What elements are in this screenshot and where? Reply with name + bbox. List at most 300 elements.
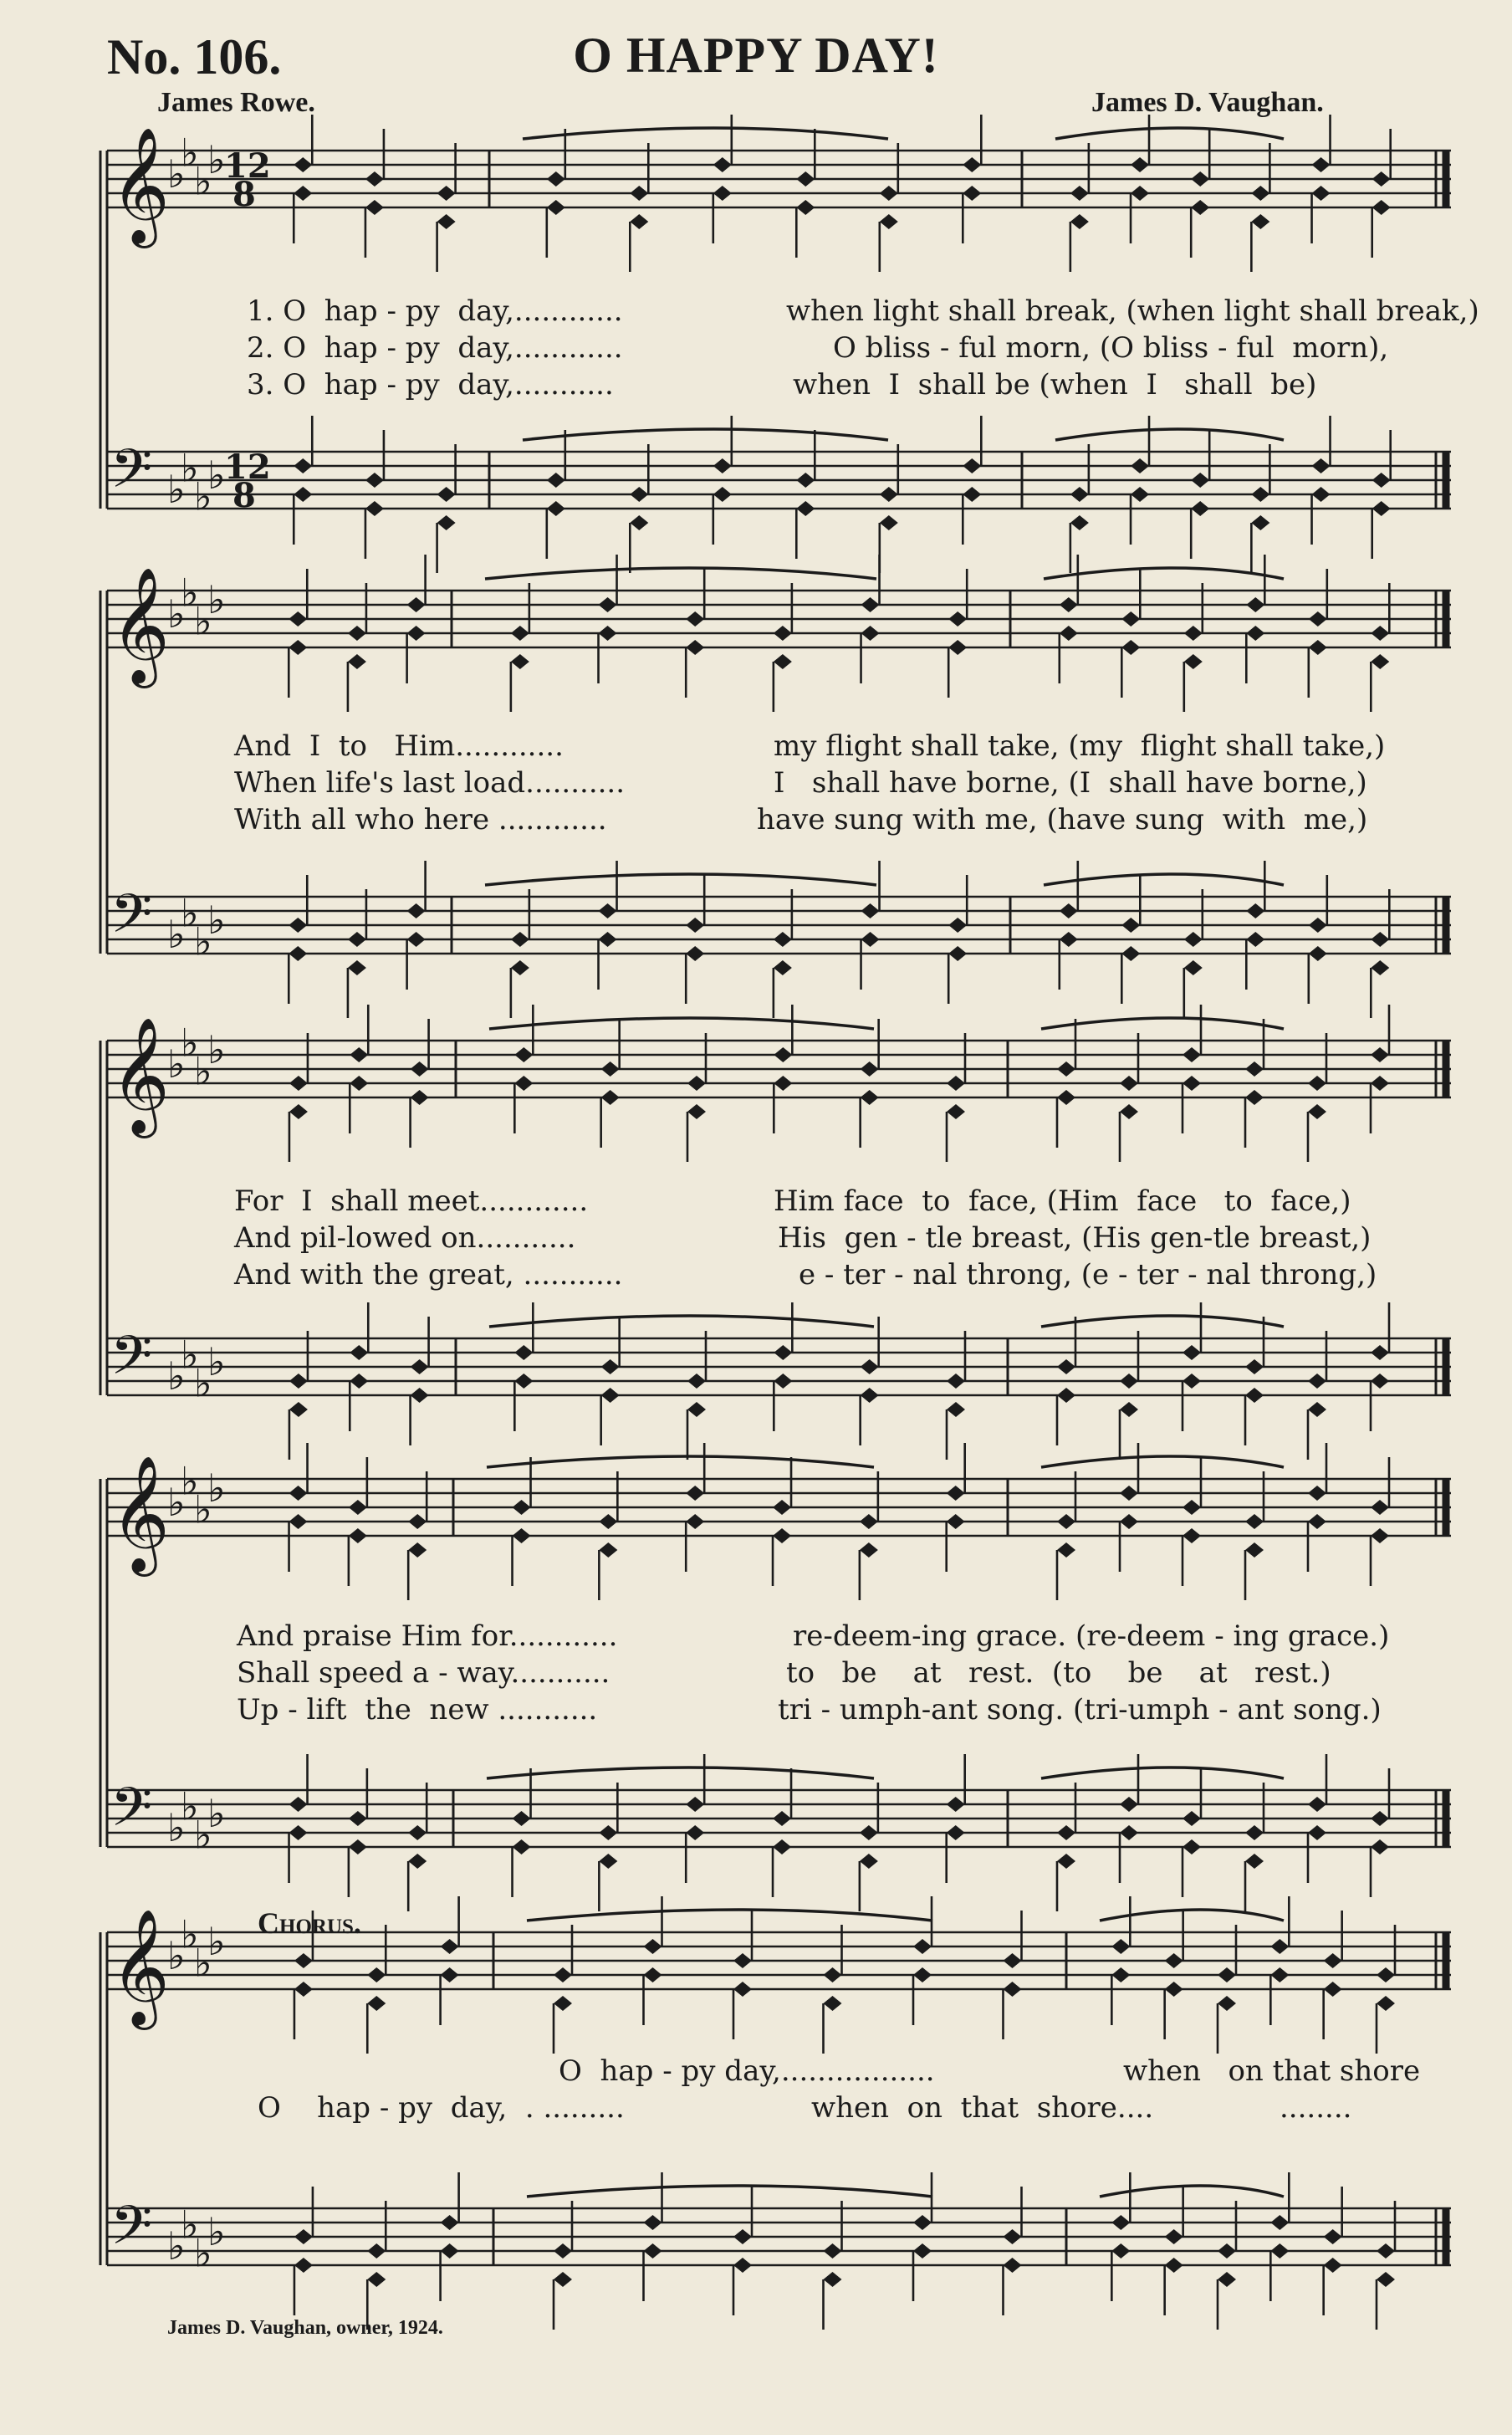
copyright-footer: James D. Vaughan, owner, 1924. xyxy=(167,2317,443,2339)
lyric-s1-v3-b: when I shall be (when I shall be) xyxy=(793,368,1317,402)
note-head xyxy=(861,597,880,612)
note-head xyxy=(441,1967,459,1982)
note-head xyxy=(947,1076,965,1091)
note-head xyxy=(880,186,898,201)
note-head xyxy=(407,932,426,947)
note-head xyxy=(547,473,565,488)
note-head xyxy=(948,918,967,933)
note-head xyxy=(1251,186,1269,201)
note-head xyxy=(686,640,704,655)
note-head xyxy=(1120,1076,1138,1091)
flat-icon: ♭ xyxy=(207,1919,226,1964)
flat-icon: ♭ xyxy=(181,890,199,936)
treble-clef-icon: 𝄞 xyxy=(110,1909,170,2025)
note-head xyxy=(514,1076,533,1091)
tie-arc xyxy=(1044,874,1284,885)
note-head xyxy=(289,1104,308,1119)
lyric-s1-v3-a: 3. O hap - py day,........... xyxy=(247,368,614,402)
note-head xyxy=(289,1402,308,1417)
note-head xyxy=(1184,960,1203,975)
note-head xyxy=(1308,1486,1326,1501)
note-head xyxy=(1312,157,1331,172)
note-head xyxy=(644,1939,662,1954)
note-head xyxy=(289,1076,308,1091)
note-head xyxy=(686,946,704,961)
note-head xyxy=(513,1839,531,1854)
note-head xyxy=(1218,1996,1236,2011)
note-head xyxy=(861,626,880,641)
note-head xyxy=(1312,186,1331,201)
note-head xyxy=(774,960,792,975)
note-head xyxy=(514,1047,533,1062)
note-head xyxy=(1004,2258,1022,2273)
flat-icon: ♭ xyxy=(167,591,186,637)
note-head xyxy=(1372,171,1391,187)
note-head xyxy=(1308,1402,1326,1417)
bass-clef-icon: 𝄢 xyxy=(110,1325,153,1400)
note-head xyxy=(713,186,732,201)
flat-icon: ♭ xyxy=(194,1940,212,1986)
note-head xyxy=(599,1542,617,1558)
note-head xyxy=(601,1359,620,1374)
note-head xyxy=(289,1514,308,1529)
flat-icon: ♭ xyxy=(194,473,212,519)
note-head xyxy=(1218,1967,1236,1982)
note-head xyxy=(294,487,312,502)
note-head xyxy=(860,1514,878,1529)
note-head xyxy=(1251,515,1269,530)
hymn-number: No. 106. xyxy=(107,29,282,84)
note-head xyxy=(547,501,565,516)
chorus-lyric-1b: when on that shore xyxy=(1123,2054,1421,2088)
note-head xyxy=(774,1047,792,1062)
note-head xyxy=(1120,1486,1138,1501)
note-head xyxy=(1131,487,1149,502)
note-head xyxy=(686,611,704,627)
note-head xyxy=(1183,1811,1201,1826)
note-head xyxy=(774,1374,792,1389)
flat-icon: ♭ xyxy=(167,1353,186,1399)
note-head xyxy=(408,1854,427,1869)
bass-clef-icon: 𝄢 xyxy=(110,883,153,959)
note-head xyxy=(1372,473,1391,488)
note-head xyxy=(411,1061,429,1077)
note-head xyxy=(947,1486,965,1501)
note-head xyxy=(294,2258,313,2273)
flat-icon: ♭ xyxy=(194,1812,212,1858)
note-head xyxy=(1246,932,1264,947)
note-head xyxy=(1218,2243,1236,2259)
note-head xyxy=(437,515,456,530)
note-head xyxy=(1165,1982,1183,1997)
flat-icon: ♭ xyxy=(167,1805,186,1850)
note-head xyxy=(860,1542,878,1558)
lyric-s1-v1-b: when light shall break, (when light shall break,) xyxy=(786,294,1479,328)
flat-icon: ♭ xyxy=(207,1466,226,1511)
note-head xyxy=(861,1359,879,1374)
note-head xyxy=(861,1388,879,1403)
note-head xyxy=(1245,1514,1264,1529)
lyric-s2-v1-b: my flight shall take, (my flight shall take,) xyxy=(774,729,1386,763)
note-head xyxy=(948,640,967,655)
time-signature-top: 12 xyxy=(224,146,271,186)
note-head xyxy=(511,626,529,641)
note-head xyxy=(441,2215,459,2230)
note-head xyxy=(1183,1500,1201,1515)
lyric-s4-v2-b: to be at rest. (to be at rest.) xyxy=(786,1656,1331,1690)
note-head xyxy=(1309,611,1327,627)
note-head xyxy=(1245,1854,1264,1869)
note-head xyxy=(437,186,456,201)
note-head xyxy=(1245,1061,1264,1077)
flat-icon: ♭ xyxy=(167,1480,186,1525)
note-head xyxy=(861,1061,879,1077)
note-head xyxy=(1111,1967,1130,1982)
note-head xyxy=(367,1967,386,1982)
note-head xyxy=(1070,214,1089,229)
note-head xyxy=(441,2243,459,2259)
note-head xyxy=(773,1839,791,1854)
note-head xyxy=(1111,1939,1130,1954)
note-head xyxy=(289,1486,308,1501)
note-head xyxy=(774,1345,792,1360)
note-head xyxy=(511,960,529,975)
note-head xyxy=(350,1345,368,1360)
note-head xyxy=(348,960,366,975)
note-head xyxy=(687,1374,706,1389)
note-head xyxy=(367,2272,386,2287)
note-head xyxy=(289,640,307,655)
note-head xyxy=(408,1825,427,1840)
note-head xyxy=(1270,1939,1289,1954)
note-head xyxy=(713,157,732,172)
note-head xyxy=(1270,1967,1289,1982)
note-head xyxy=(1377,2272,1395,2287)
note-head xyxy=(437,214,456,229)
flat-icon: ♭ xyxy=(167,2223,186,2269)
note-head xyxy=(774,654,792,669)
note-head xyxy=(963,186,981,201)
lyric-s3-v1-b: Him face to face, (Him face to face,) xyxy=(774,1184,1351,1218)
note-head xyxy=(913,1939,932,1954)
note-head xyxy=(1324,1953,1342,1968)
bass-clef-icon: 𝄢 xyxy=(110,438,153,514)
note-head xyxy=(1245,1825,1264,1840)
flat-icon: ♭ xyxy=(194,1360,212,1406)
note-head xyxy=(1057,1825,1075,1840)
tie-arc xyxy=(1100,1910,1284,1921)
bass-clef-icon: 𝄢 xyxy=(110,2195,153,2270)
flat-icon: ♭ xyxy=(207,1791,226,1836)
note-head xyxy=(630,515,648,530)
flat-icon: ♭ xyxy=(194,1048,212,1094)
note-head xyxy=(1060,626,1078,641)
note-head xyxy=(774,932,792,947)
note-head xyxy=(913,1967,932,1982)
note-head xyxy=(1184,626,1203,641)
note-head xyxy=(1245,1090,1264,1105)
note-head xyxy=(348,932,366,947)
note-head xyxy=(1246,597,1264,612)
note-head xyxy=(1070,515,1089,530)
flat-icon: ♭ xyxy=(181,1332,199,1378)
note-head xyxy=(1183,1374,1201,1389)
note-head xyxy=(1131,157,1149,172)
note-head xyxy=(1121,946,1140,961)
lyric-s4-v3-b: tri - umph-ant song. (tri-umph - ant song.) xyxy=(778,1693,1382,1726)
note-head xyxy=(1245,1542,1264,1558)
flat-icon: ♭ xyxy=(194,598,212,644)
lyric-s2-v1-a: And I to Him............ xyxy=(234,729,564,763)
note-head xyxy=(1371,1076,1389,1091)
note-head xyxy=(1057,1388,1075,1403)
tie-arc xyxy=(1041,1456,1284,1467)
note-head xyxy=(294,1953,313,1968)
note-head xyxy=(733,1982,752,1997)
lyric-s3-v1-a: For I shall meet............ xyxy=(234,1184,589,1218)
note-head xyxy=(1245,1359,1264,1374)
note-head xyxy=(1120,1825,1138,1840)
note-head xyxy=(773,1500,791,1515)
note-head xyxy=(1004,1982,1022,1997)
lyric-s2-v2-a: When life's last load........... xyxy=(234,766,626,800)
chorus-lyric-2a: O hap - py day, . ......... xyxy=(258,2091,625,2125)
note-head xyxy=(1184,654,1203,669)
note-head xyxy=(773,1528,791,1543)
note-head xyxy=(860,1854,878,1869)
note-head xyxy=(1308,1104,1326,1119)
note-head xyxy=(630,487,648,502)
note-head xyxy=(713,487,732,502)
note-head xyxy=(963,458,981,473)
note-head xyxy=(1372,501,1391,516)
tie-arc xyxy=(487,1767,874,1778)
note-head xyxy=(289,946,307,961)
note-head xyxy=(947,1104,965,1119)
note-head xyxy=(601,1090,620,1105)
note-head xyxy=(1120,1797,1138,1812)
note-head xyxy=(365,171,384,187)
flat-icon: ♭ xyxy=(194,918,212,964)
note-head xyxy=(947,1374,965,1389)
note-head xyxy=(407,903,426,918)
note-head xyxy=(411,1359,429,1374)
note-head xyxy=(1309,918,1327,933)
tie-arc xyxy=(523,128,888,139)
note-head xyxy=(601,1061,620,1077)
note-head xyxy=(1371,1047,1389,1062)
flat-icon: ♭ xyxy=(181,1783,199,1829)
note-head xyxy=(687,1104,706,1119)
note-head xyxy=(1057,1542,1075,1558)
note-head xyxy=(947,1825,965,1840)
note-head xyxy=(441,1939,459,1954)
time-signature-bottom: 8 xyxy=(232,476,256,515)
tie-arc xyxy=(485,874,876,885)
note-head xyxy=(824,1967,842,1982)
note-head xyxy=(774,626,792,641)
note-head xyxy=(1191,501,1209,516)
note-head xyxy=(686,1486,704,1501)
note-head xyxy=(1131,186,1149,201)
flat-icon: ♭ xyxy=(207,1339,226,1384)
note-head xyxy=(1060,597,1078,612)
note-head xyxy=(350,1047,368,1062)
note-head xyxy=(554,1967,572,1982)
note-head xyxy=(1165,2229,1183,2244)
note-head xyxy=(1309,640,1327,655)
chorus-lyric-2c: ........ xyxy=(1280,2091,1352,2125)
note-head xyxy=(1308,1076,1326,1091)
note-head xyxy=(1183,1076,1201,1091)
note-head xyxy=(1377,2243,1395,2259)
chorus-lyric-1a: O hap - py day,................. xyxy=(559,2054,935,2088)
flat-icon: ♭ xyxy=(207,898,226,943)
bass-clef-icon: 𝄢 xyxy=(110,1777,153,1852)
note-head xyxy=(289,1374,308,1389)
treble-clef-icon: 𝄞 xyxy=(110,567,170,683)
note-head xyxy=(294,1982,313,1997)
time-signature-top: 12 xyxy=(224,448,271,487)
note-head xyxy=(348,654,366,669)
note-head xyxy=(948,946,967,961)
note-head xyxy=(824,2272,842,2287)
note-head xyxy=(599,932,617,947)
note-head xyxy=(513,1500,531,1515)
note-head xyxy=(1183,1345,1201,1360)
note-head xyxy=(1191,171,1209,187)
note-head xyxy=(365,473,384,488)
note-head xyxy=(1057,1854,1075,1869)
tie-arc xyxy=(527,1910,932,1921)
note-head xyxy=(1377,1996,1395,2011)
note-head xyxy=(1183,1839,1201,1854)
note-head xyxy=(1183,1047,1201,1062)
tie-arc xyxy=(1055,128,1284,139)
note-head xyxy=(289,1825,308,1840)
note-head xyxy=(599,1514,617,1529)
note-head xyxy=(348,626,366,641)
note-head xyxy=(514,1345,533,1360)
note-head xyxy=(963,487,981,502)
note-head xyxy=(1371,932,1389,947)
note-head xyxy=(294,157,312,172)
note-head xyxy=(861,903,880,918)
note-head xyxy=(1120,1104,1138,1119)
note-head xyxy=(644,2215,662,2230)
note-head xyxy=(1165,1953,1183,1968)
note-head xyxy=(407,597,426,612)
note-head xyxy=(547,171,565,187)
note-head xyxy=(686,1514,704,1529)
note-head xyxy=(1324,2229,1342,2244)
tie-arc xyxy=(1100,2186,1284,2197)
note-head xyxy=(599,903,617,918)
note-head xyxy=(686,1797,704,1812)
note-head xyxy=(1308,1374,1326,1389)
note-head xyxy=(686,918,704,933)
note-head xyxy=(1111,2215,1130,2230)
note-head xyxy=(1121,611,1140,627)
tie-arc xyxy=(1055,429,1284,440)
note-head xyxy=(713,458,732,473)
note-head xyxy=(349,1839,367,1854)
treble-clef-icon: 𝄞 xyxy=(110,127,170,243)
note-head xyxy=(349,1500,367,1515)
note-head xyxy=(1371,1345,1389,1360)
note-head xyxy=(1057,1359,1075,1374)
note-head xyxy=(407,626,426,641)
note-head xyxy=(1121,918,1140,933)
note-head xyxy=(1246,903,1264,918)
note-head xyxy=(350,1374,368,1389)
note-head xyxy=(411,1388,429,1403)
note-head xyxy=(1060,932,1078,947)
lyric-s4-v1-a: And praise Him for............ xyxy=(237,1619,618,1653)
tie-arc xyxy=(1041,1767,1284,1778)
note-head xyxy=(1120,1402,1138,1417)
note-head xyxy=(861,1090,879,1105)
note-head xyxy=(1191,200,1209,215)
note-head xyxy=(1184,932,1203,947)
note-head xyxy=(630,214,648,229)
note-head xyxy=(687,1076,706,1091)
tie-arc xyxy=(1041,1316,1284,1327)
flat-icon: ♭ xyxy=(181,2202,199,2248)
note-head xyxy=(1371,1839,1389,1854)
flat-icon: ♭ xyxy=(167,1933,186,1978)
note-head xyxy=(408,1542,427,1558)
tie-arc xyxy=(1044,568,1284,579)
note-head xyxy=(289,611,307,627)
note-head xyxy=(514,1374,533,1389)
lyric-s1-v2-a: 2. O hap - py day,............ xyxy=(247,331,623,365)
time-signature-bottom: 8 xyxy=(232,175,256,214)
chorus-label: Chorus. xyxy=(258,1906,361,1940)
note-head xyxy=(963,157,981,172)
note-head xyxy=(554,1996,572,2011)
note-head xyxy=(947,1402,965,1417)
flat-icon: ♭ xyxy=(167,1041,186,1087)
flat-icon: ♭ xyxy=(181,445,199,491)
note-head xyxy=(824,1996,842,2011)
note-head xyxy=(1251,214,1269,229)
lyric-s3-v3-a: And with the great, ........... xyxy=(234,1258,623,1292)
flat-icon: ♭ xyxy=(207,1027,226,1072)
note-head xyxy=(1245,1388,1264,1403)
note-head xyxy=(289,918,307,933)
note-head xyxy=(350,1076,368,1091)
tie-arc xyxy=(1041,1018,1284,1029)
note-head xyxy=(411,1090,429,1105)
note-head xyxy=(630,186,648,201)
note-head xyxy=(1371,654,1389,669)
note-head xyxy=(511,654,529,669)
note-head xyxy=(913,2215,932,2230)
treble-clef-icon: 𝄞 xyxy=(110,1017,170,1133)
flat-icon: ♭ xyxy=(181,1458,199,1504)
note-head xyxy=(1309,946,1327,961)
note-head xyxy=(1308,1825,1326,1840)
note-head xyxy=(599,1825,617,1840)
note-head xyxy=(1183,1528,1201,1543)
note-head xyxy=(1371,1500,1389,1515)
note-head xyxy=(367,1996,386,2011)
note-head xyxy=(773,1811,791,1826)
note-head xyxy=(289,1797,308,1812)
chorus-lyric-2b: when on that shore.... xyxy=(811,2091,1154,2125)
flat-icon: ♭ xyxy=(167,912,186,957)
